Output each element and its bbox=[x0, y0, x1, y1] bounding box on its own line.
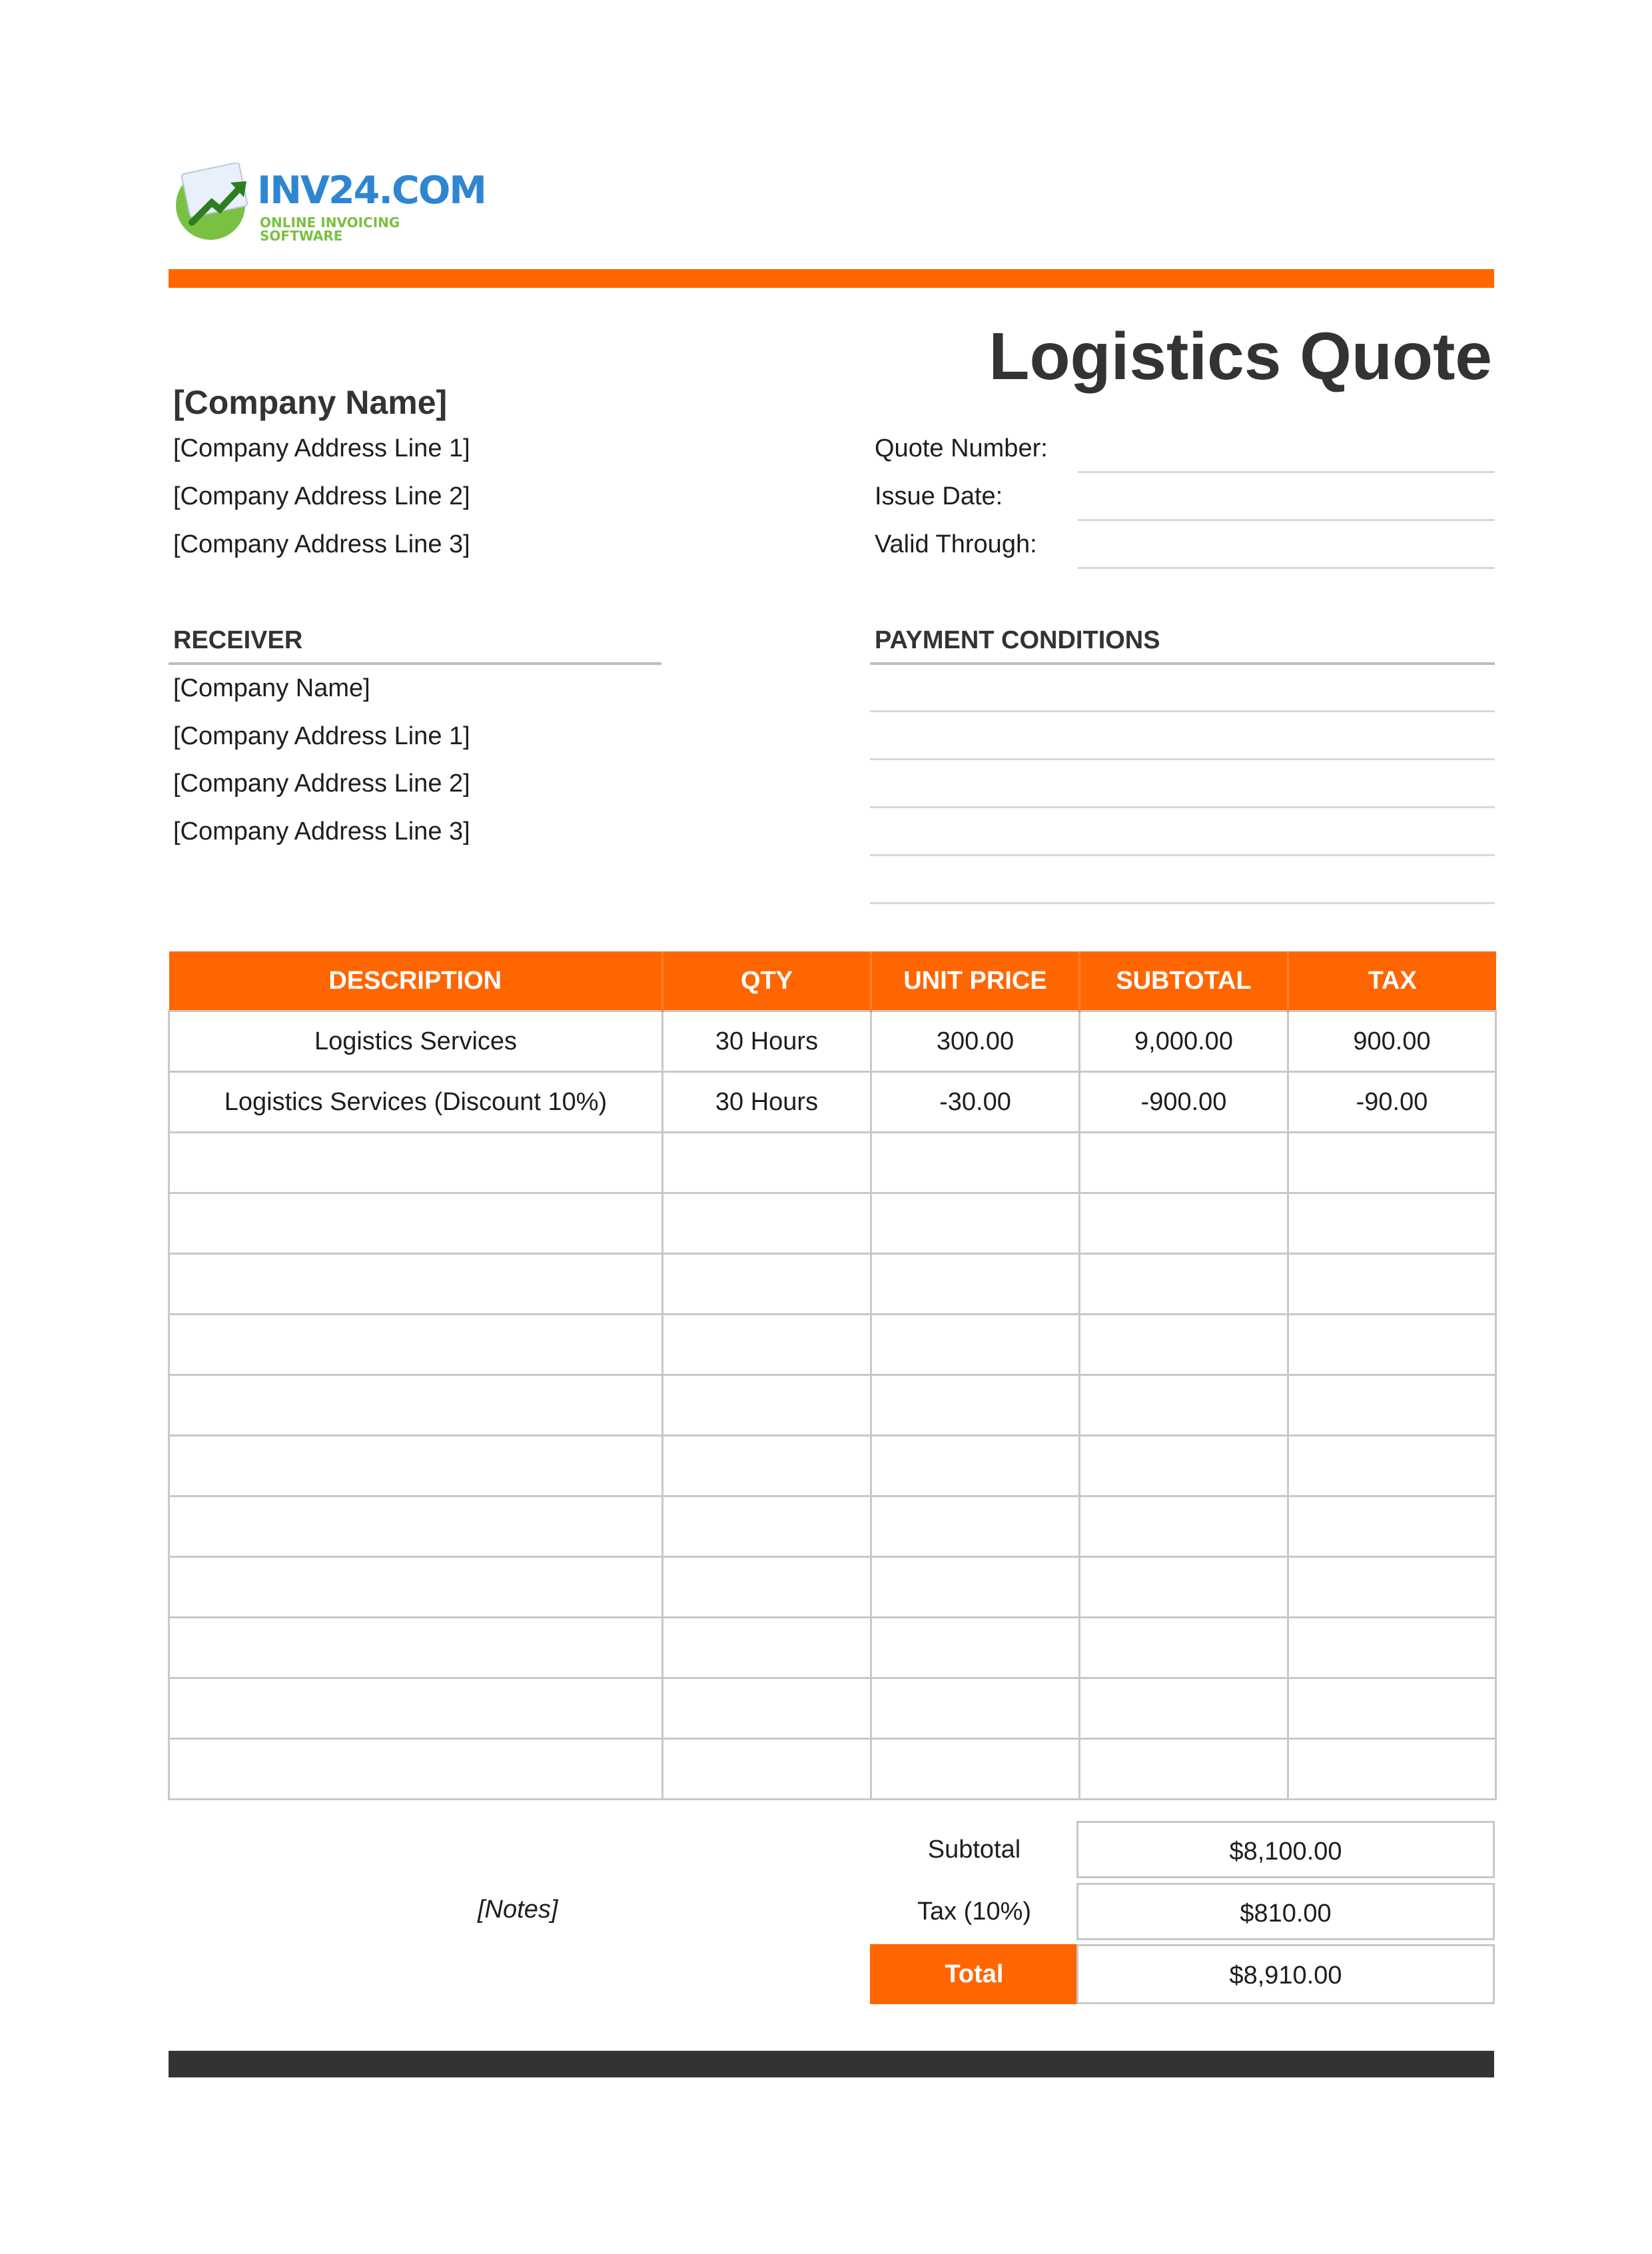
empty-cell[interactable] bbox=[169, 1254, 663, 1315]
empty-cell[interactable] bbox=[663, 1739, 871, 1800]
empty-cell[interactable] bbox=[1288, 1618, 1496, 1678]
payment-condition-line[interactable] bbox=[870, 758, 1495, 760]
empty-cell[interactable] bbox=[1080, 1193, 1288, 1254]
header-unit-price: UNIT PRICE bbox=[871, 951, 1080, 1011]
cell-tax[interactable]: 900.00 bbox=[1288, 1011, 1496, 1072]
inv24-logo bbox=[172, 163, 486, 244]
empty-cell[interactable] bbox=[169, 1739, 663, 1800]
empty-cell[interactable] bbox=[1080, 1678, 1288, 1739]
payment-condition-line[interactable] bbox=[870, 710, 1495, 712]
empty-cell[interactable] bbox=[663, 1133, 871, 1193]
empty-cell[interactable] bbox=[1288, 1315, 1496, 1375]
empty-cell[interactable] bbox=[1080, 1254, 1288, 1315]
payment-condition-line[interactable] bbox=[870, 902, 1495, 904]
empty-cell[interactable] bbox=[1288, 1133, 1496, 1193]
empty-cell[interactable] bbox=[871, 1193, 1080, 1254]
header-qty: QTY bbox=[663, 951, 871, 1011]
empty-cell[interactable] bbox=[169, 1375, 663, 1436]
empty-cell[interactable] bbox=[1288, 1254, 1496, 1315]
cell-subtotal[interactable]: 9,000.00 bbox=[1080, 1011, 1288, 1072]
header-subtotal: SUBTOTAL bbox=[1080, 951, 1288, 1011]
document-title: Logistics Quote bbox=[989, 319, 1492, 394]
quote-number-field[interactable] bbox=[1078, 471, 1495, 473]
tax-label: Tax (10%) bbox=[917, 1898, 1032, 1926]
receiver-company-name: [Company Name] bbox=[173, 674, 370, 702]
empty-table-row bbox=[169, 1618, 1496, 1678]
cell-unit-price[interactable]: -30.00 bbox=[871, 1072, 1080, 1133]
cell-subtotal[interactable]: -900.00 bbox=[1080, 1072, 1288, 1133]
tax-value: $810.00 bbox=[1076, 1883, 1495, 1940]
empty-table-row bbox=[169, 1739, 1496, 1800]
receiver-heading: RECEIVER bbox=[173, 626, 303, 654]
company-address-line-3: [Company Address Line 3] bbox=[173, 530, 470, 558]
header-tax: TAX bbox=[1288, 951, 1496, 1011]
subtotal-label: Subtotal bbox=[927, 1836, 1021, 1864]
empty-cell[interactable] bbox=[1080, 1375, 1288, 1436]
empty-cell[interactable] bbox=[871, 1496, 1080, 1557]
empty-cell[interactable] bbox=[1288, 1193, 1496, 1254]
empty-cell[interactable] bbox=[1080, 1496, 1288, 1557]
header-accent-bar bbox=[169, 269, 1494, 288]
empty-cell[interactable] bbox=[1080, 1436, 1288, 1496]
footer-bar bbox=[169, 2051, 1494, 2077]
cell-description[interactable]: Logistics Services (Discount 10%) bbox=[169, 1072, 663, 1133]
receiver-divider bbox=[169, 662, 661, 665]
empty-cell[interactable] bbox=[1288, 1436, 1496, 1496]
cell-qty[interactable]: 30 Hours bbox=[663, 1072, 871, 1133]
empty-cell[interactable] bbox=[871, 1618, 1080, 1678]
table-row bbox=[169, 1072, 1496, 1133]
empty-cell[interactable] bbox=[1288, 1678, 1496, 1739]
empty-table-row bbox=[169, 1254, 1496, 1315]
subtotal-value: $8,100.00 bbox=[1076, 1821, 1495, 1878]
empty-cell[interactable] bbox=[1080, 1315, 1288, 1375]
logo-icon bbox=[172, 163, 255, 243]
empty-cell[interactable] bbox=[1080, 1557, 1288, 1618]
empty-cell[interactable] bbox=[663, 1618, 871, 1678]
cell-tax[interactable]: -90.00 bbox=[1288, 1072, 1496, 1133]
empty-table-row bbox=[169, 1557, 1496, 1618]
empty-cell[interactable] bbox=[169, 1496, 663, 1557]
company-name: [Company Name] bbox=[173, 384, 448, 421]
header-description: DESCRIPTION bbox=[169, 951, 663, 1011]
payment-divider bbox=[870, 662, 1495, 665]
logo-text: INV24.COM bbox=[257, 169, 486, 213]
receiver-address-line-3: [Company Address Line 3] bbox=[173, 818, 470, 845]
empty-cell[interactable] bbox=[169, 1436, 663, 1496]
empty-table-row bbox=[169, 1133, 1496, 1193]
company-address-line-2: [Company Address Line 2] bbox=[173, 482, 470, 510]
empty-cell[interactable] bbox=[169, 1315, 663, 1375]
empty-cell[interactable] bbox=[169, 1133, 663, 1193]
empty-cell[interactable] bbox=[871, 1557, 1080, 1618]
empty-cell[interactable] bbox=[1080, 1133, 1288, 1193]
table-header-row bbox=[169, 951, 1496, 1011]
empty-cell[interactable] bbox=[663, 1254, 871, 1315]
cell-qty[interactable]: 30 Hours bbox=[663, 1011, 871, 1072]
empty-cell[interactable] bbox=[871, 1133, 1080, 1193]
empty-cell[interactable] bbox=[1080, 1739, 1288, 1800]
empty-cell[interactable] bbox=[1288, 1496, 1496, 1557]
empty-cell[interactable] bbox=[1288, 1557, 1496, 1618]
empty-cell[interactable] bbox=[663, 1557, 871, 1618]
valid-through-label: Valid Through: bbox=[875, 530, 1037, 558]
empty-cell[interactable] bbox=[871, 1678, 1080, 1739]
items-table bbox=[168, 951, 1497, 1800]
empty-cell[interactable] bbox=[871, 1436, 1080, 1496]
total-value: $8,910.00 bbox=[1076, 1944, 1495, 2004]
empty-cell[interactable] bbox=[169, 1193, 663, 1254]
payment-condition-line[interactable] bbox=[870, 854, 1495, 856]
payment-condition-line[interactable] bbox=[870, 806, 1495, 808]
issue-date-label: Issue Date: bbox=[875, 482, 1003, 510]
empty-cell[interactable] bbox=[871, 1375, 1080, 1436]
receiver-address-line-2: [Company Address Line 2] bbox=[173, 770, 470, 798]
empty-cell[interactable] bbox=[169, 1618, 663, 1678]
empty-cell[interactable] bbox=[871, 1739, 1080, 1800]
empty-table-row bbox=[169, 1678, 1496, 1739]
empty-cell[interactable] bbox=[1288, 1375, 1496, 1436]
empty-cell[interactable] bbox=[663, 1193, 871, 1254]
empty-cell[interactable] bbox=[871, 1254, 1080, 1315]
empty-cell[interactable] bbox=[169, 1557, 663, 1618]
empty-table-row bbox=[169, 1315, 1496, 1375]
empty-cell[interactable] bbox=[663, 1436, 871, 1496]
empty-table-row bbox=[169, 1496, 1496, 1557]
empty-cell[interactable] bbox=[663, 1315, 871, 1375]
company-address-line-1: [Company Address Line 1] bbox=[173, 434, 470, 462]
empty-cell[interactable] bbox=[663, 1496, 871, 1557]
quote-number-label: Quote Number: bbox=[875, 434, 1048, 462]
payment-conditions-heading: PAYMENT CONDITIONS bbox=[875, 626, 1160, 654]
empty-cell[interactable] bbox=[1080, 1618, 1288, 1678]
empty-table-row bbox=[169, 1436, 1496, 1496]
valid-through-field[interactable] bbox=[1078, 567, 1495, 569]
notes[interactable]: [Notes] bbox=[478, 1896, 558, 1924]
empty-cell[interactable] bbox=[169, 1678, 663, 1739]
issue-date-field[interactable] bbox=[1078, 519, 1495, 521]
empty-cell[interactable] bbox=[663, 1375, 871, 1436]
receiver-address-line-1: [Company Address Line 1] bbox=[173, 722, 470, 750]
empty-cell[interactable] bbox=[1288, 1739, 1496, 1800]
total-label: Total bbox=[870, 1944, 1078, 2004]
empty-cell[interactable] bbox=[663, 1678, 871, 1739]
cell-description[interactable]: Logistics Services bbox=[169, 1011, 663, 1072]
table-row bbox=[169, 1011, 1496, 1072]
empty-cell[interactable] bbox=[871, 1315, 1080, 1375]
empty-table-row bbox=[169, 1375, 1496, 1436]
cell-unit-price[interactable]: 300.00 bbox=[871, 1011, 1080, 1072]
logo-tagline: ONLINE INVOICING SOFTWARE bbox=[260, 215, 400, 244]
empty-table-row bbox=[169, 1193, 1496, 1254]
